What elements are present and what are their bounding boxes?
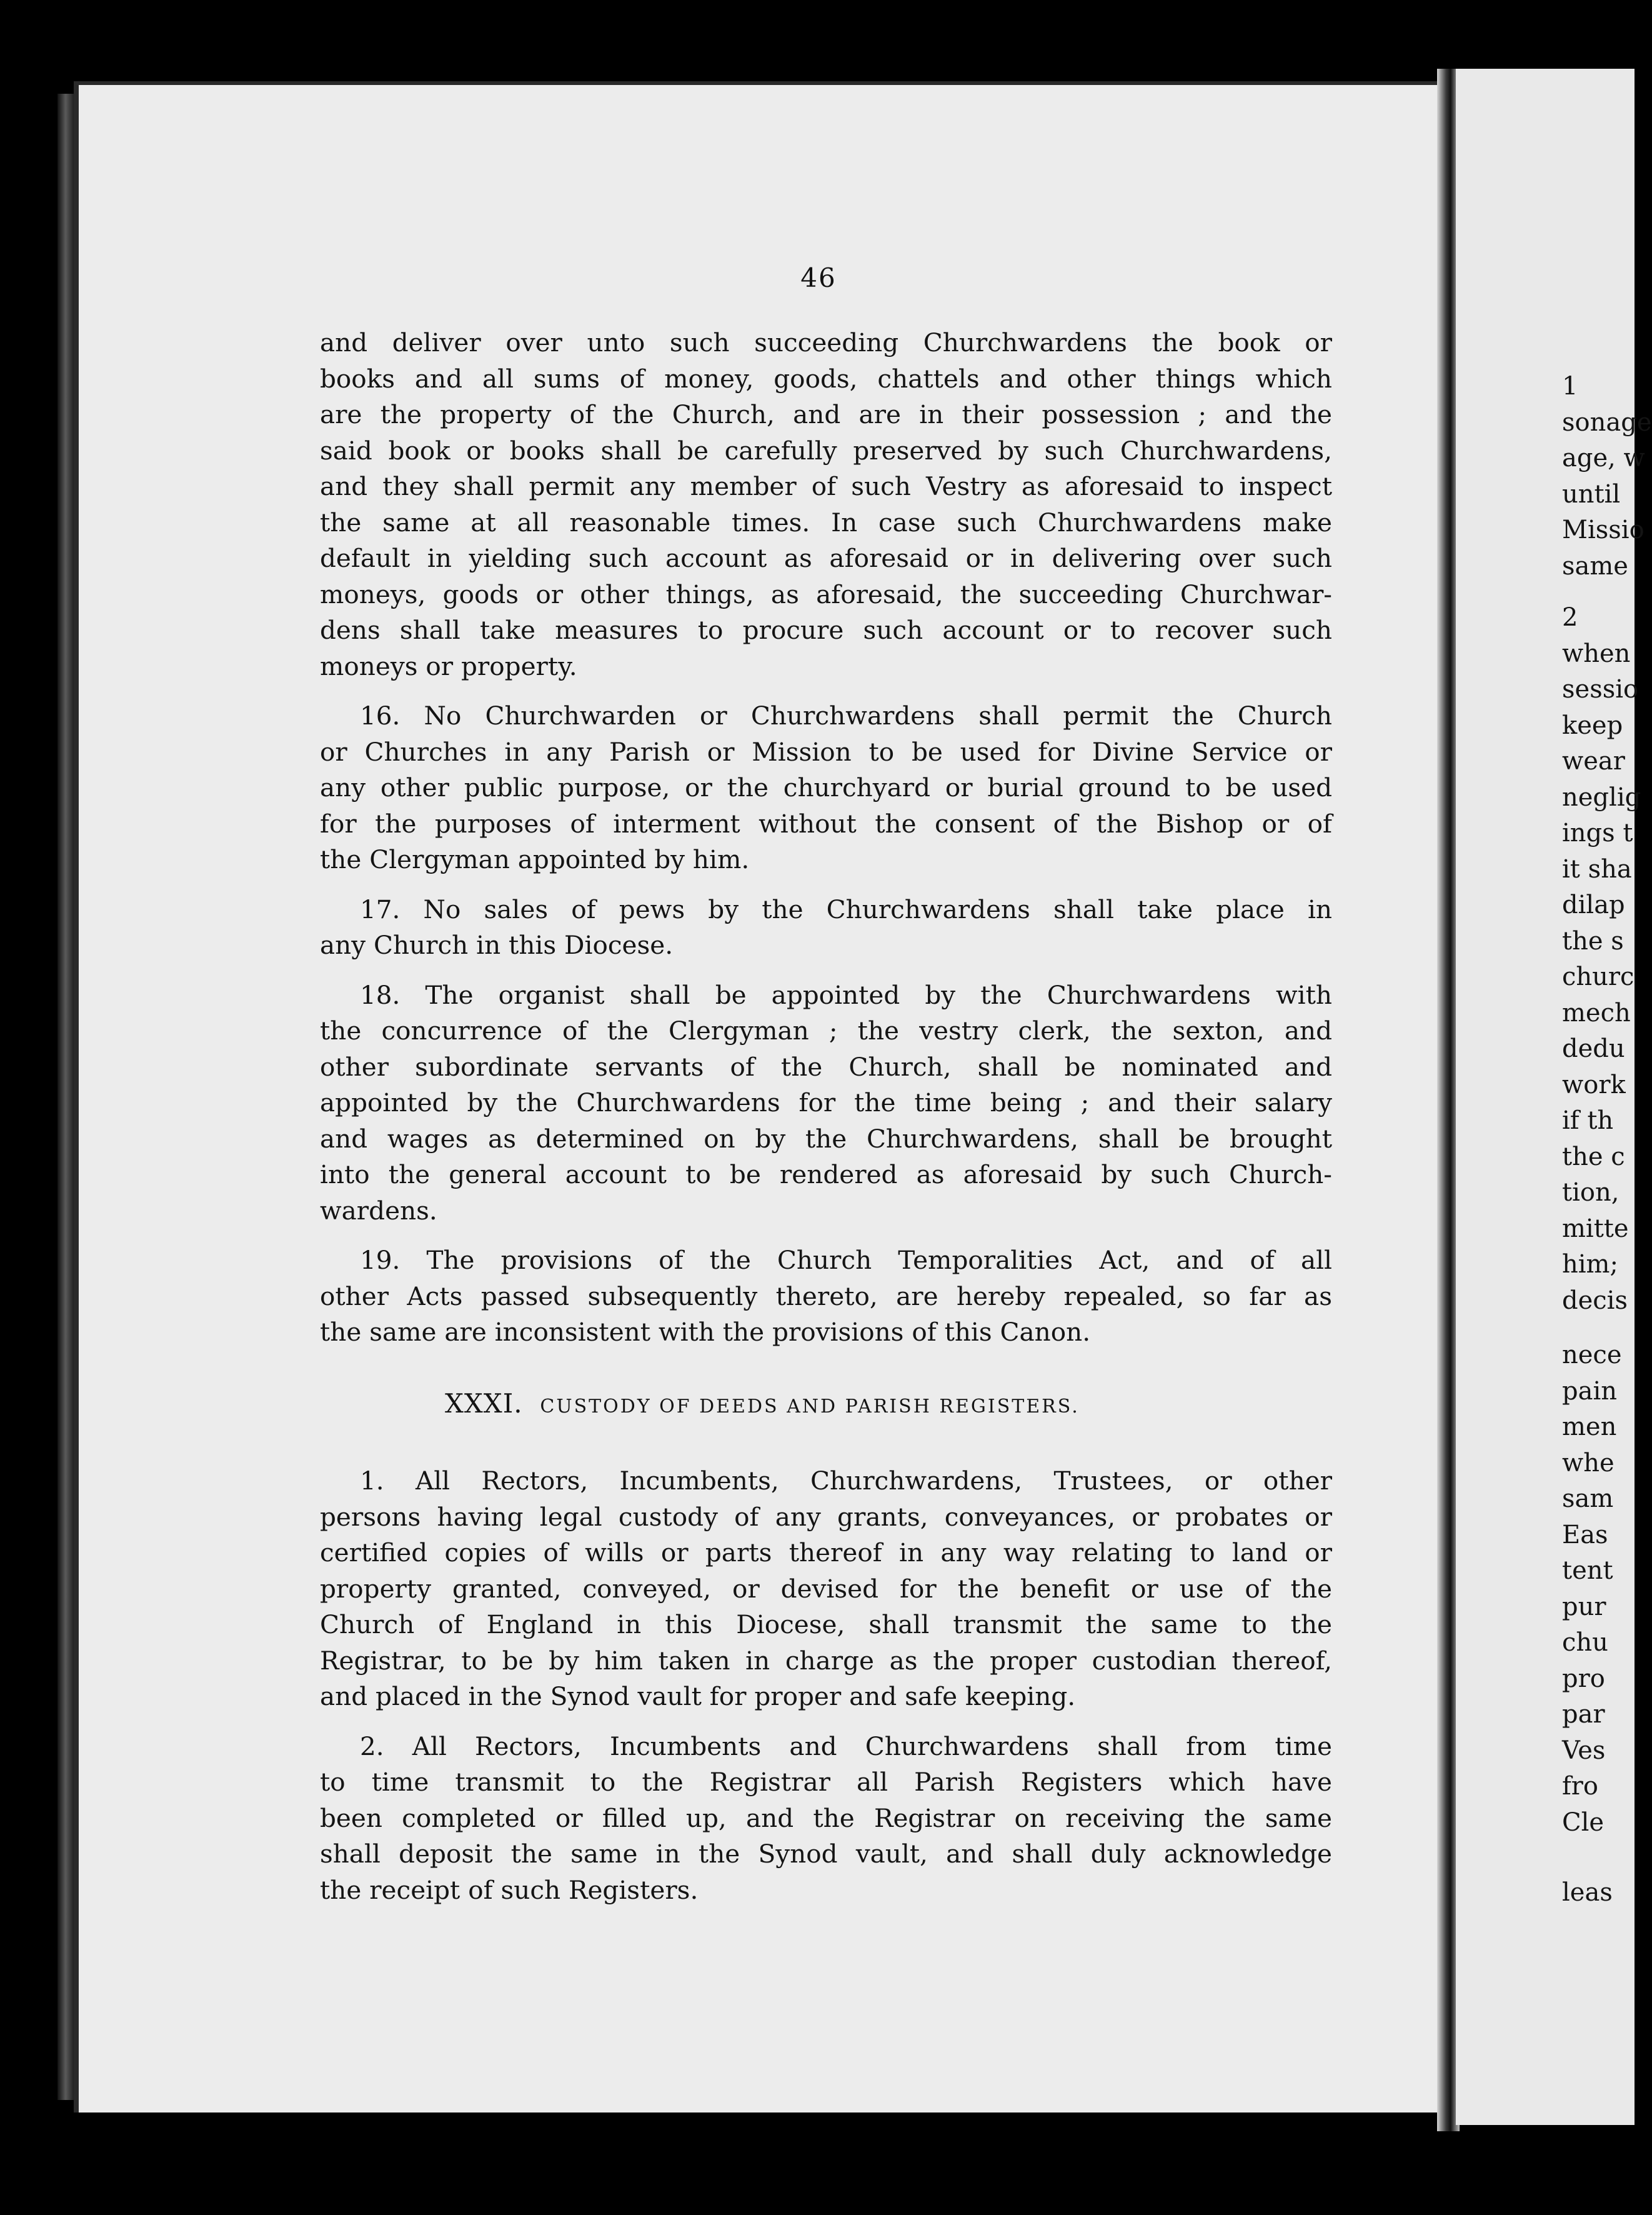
text-line: books and all sums of money, goods, chattels and other things which <box>320 363 1332 394</box>
text-line: and placed in the Synod vault for proper and safe keeping. <box>320 1681 1076 1711</box>
right-page-fragment: sonage <box>1562 408 1652 437</box>
right-page-fragment: dedu <box>1562 1034 1625 1063</box>
text-line: and they shall permit any member of such Vestry as aforesaid to inspect <box>320 471 1332 501</box>
text-line: to time transmit to the Registrar all Parish Registers which have <box>320 1767 1332 1797</box>
right-page-fragment: whe <box>1562 1448 1615 1478</box>
right-page-fragment: age, w <box>1562 444 1645 472</box>
text-line: dens shall take measures to procure such account or to recover such <box>320 615 1332 645</box>
right-page-fragment: it sha <box>1562 854 1632 884</box>
right-page-fragment: him; <box>1562 1250 1618 1279</box>
section-heading-number: XXXI. <box>445 1388 523 1419</box>
right-page-fragment: tion, <box>1562 1178 1620 1207</box>
page-number: 46 <box>800 262 837 293</box>
text-line: into the general account to be rendered as aforesaid by such Church- <box>320 1159 1332 1189</box>
right-page-fragment: the s <box>1562 926 1624 956</box>
paragraph <box>320 698 1332 878</box>
text-line: the receipt of such Registers. <box>320 1874 699 1905</box>
right-page-fragment: Cle <box>1562 1808 1605 1837</box>
right-page-fragment: tent <box>1562 1556 1613 1585</box>
right-page-text-group-3 <box>1562 1338 1635 1841</box>
right-page-fragment: Eas <box>1562 1520 1608 1549</box>
text-line: other subordinate servants of the Church, shall be nominated and <box>320 1051 1332 1082</box>
text-line: Registrar, to be by him taken in charge as the proper custodian thereof, <box>320 1645 1332 1676</box>
book-edge-left <box>57 94 74 2100</box>
text-line: 17. No sales of pews by the Churchwardens shall take place in <box>360 894 1332 924</box>
right-page-fragment: pain <box>1562 1376 1618 1406</box>
right-page-fragment: pro <box>1562 1664 1605 1693</box>
paragraph <box>320 1729 1332 1909</box>
text-line: 18. The organist shall be appointed by the Churchwardens with <box>360 979 1332 1010</box>
right-page-fragment: chu <box>1562 1628 1608 1657</box>
right-page-fragment: same <box>1562 551 1628 581</box>
paragraphs-before-heading <box>320 325 1332 1351</box>
text-line: moneys, goods or other things, as aforesaid, the succeeding Churchwar- <box>320 579 1332 609</box>
right-page-fragment: when <box>1562 639 1631 668</box>
text-line: property granted, conveyed, or devised for the benefit or use of the <box>320 1573 1332 1604</box>
right-page-fragment: par <box>1562 1700 1605 1729</box>
right-page-fragment: the c <box>1562 1142 1625 1171</box>
page-body <box>320 325 1332 1922</box>
right-page-fragment: mitte <box>1562 1214 1629 1243</box>
right-page-fragment: until <box>1562 479 1621 509</box>
text-line: default in yielding such account as aforesaid or in delivering over such <box>320 543 1332 573</box>
text-line: shall deposit the same in the Synod vault, and shall duly acknowledge <box>320 1839 1332 1869</box>
text-line: other Acts passed subsequently thereto, are hereby repealed, so far as <box>320 1281 1332 1311</box>
text-line: 1. All Rectors, Incumbents, Churchwardens, Trustees, or other <box>360 1466 1332 1496</box>
text-line: persons having legal custody of any grants, conveyances, or probates or <box>320 1501 1332 1532</box>
right-page-text-group-2 <box>1562 600 1641 1319</box>
right-page-fragment: 1 <box>1562 372 1578 401</box>
right-page-fragment: ings t <box>1562 819 1633 848</box>
right-page-fragment: pur <box>1562 1592 1606 1621</box>
text-line: said book or books shall be carefully preserved by such Churchwardens, <box>320 435 1332 466</box>
text-line: the concurrence of the Clergyman ; the vestry clerk, the sexton, and <box>320 1016 1332 1046</box>
right-page-fragment: Missio <box>1562 516 1645 544</box>
paragraph <box>320 892 1332 964</box>
text-line: the same at all reasonable times. In case such Churchwardens make <box>320 507 1332 538</box>
right-page-text-group-1 <box>1562 369 1652 584</box>
section-heading <box>320 1386 1332 1425</box>
text-line: moneys or property. <box>320 651 577 681</box>
right-page-fragment: sam <box>1562 1484 1614 1513</box>
text-line: Church of England in this Diocese, shall transmit the same to the <box>320 1609 1332 1639</box>
right-page-fragment: churc <box>1562 962 1635 991</box>
text-line: any Church in this Diocese. <box>320 930 674 960</box>
paragraph <box>320 1463 1332 1715</box>
paragraph <box>320 978 1332 1229</box>
text-line: any other public purpose, or the churchyard or burial ground to be used <box>320 772 1332 802</box>
right-page-fragment: fro <box>1562 1772 1599 1801</box>
right-page-text-group-4 <box>1562 1875 1635 1911</box>
right-page-fragment: Ves <box>1562 1736 1606 1765</box>
right-page-fragment: dilap <box>1562 891 1625 919</box>
right-page-fragment: decis <box>1562 1286 1628 1315</box>
text-line: are the property of the Church, and are in their possession ; and the <box>320 399 1332 429</box>
section-heading-title: CUSTODY OF DEEDS AND PARISH REGISTERS. <box>540 1395 1080 1418</box>
right-page-fragment: sessio <box>1562 675 1639 704</box>
paragraphs-after-heading <box>320 1463 1332 1908</box>
text-line: certified copies of wills or parts thereof in any way relating to land or <box>320 1538 1332 1568</box>
right-page-fragment: neglig <box>1562 782 1641 812</box>
text-line: the Clergyman appointed by him. <box>320 844 750 874</box>
text-line: 2. All Rectors, Incumbents and Churchwardens shall from time <box>360 1731 1332 1761</box>
right-page-fragment: keep <box>1562 711 1623 740</box>
right-page-fragment: if th <box>1562 1106 1614 1135</box>
right-page-fragment: 2 <box>1562 603 1578 632</box>
right-page-fragment: nece <box>1562 1341 1622 1369</box>
paragraph <box>320 325 1332 684</box>
text-line: 16. No Churchwarden or Churchwardens shall permit the Church <box>360 701 1332 731</box>
text-line: 19. The provisions of the Church Temporalities Act, and of all <box>360 1245 1332 1275</box>
text-line: appointed by the Churchwardens for the time being ; and their salary <box>320 1088 1332 1118</box>
text-line: for the purposes of interment without the consent of the Bishop or of <box>320 808 1332 839</box>
text-line: or Churches in any Parish or Mission to be used for Divine Service or <box>320 736 1332 767</box>
right-page-fragment: work <box>1562 1070 1626 1099</box>
right-page-fragment: mech <box>1562 998 1631 1028</box>
right-page-fragment: wear <box>1562 747 1625 776</box>
text-line: wardens. <box>320 1195 437 1226</box>
right-page-fragment: men <box>1562 1412 1617 1441</box>
text-line: been completed or filled up, and the Registrar on receiving the same <box>320 1802 1332 1833</box>
text-line: and wages as determined on by the Churchwardens, shall be brought <box>320 1123 1332 1154</box>
text-line: the same are inconsistent with the provisions of this Canon. <box>320 1317 1091 1347</box>
text-line: and deliver over unto such succeeding Churchwardens the book or <box>320 328 1332 358</box>
right-page-fragment: leas <box>1562 1878 1613 1907</box>
paragraph <box>320 1242 1332 1351</box>
